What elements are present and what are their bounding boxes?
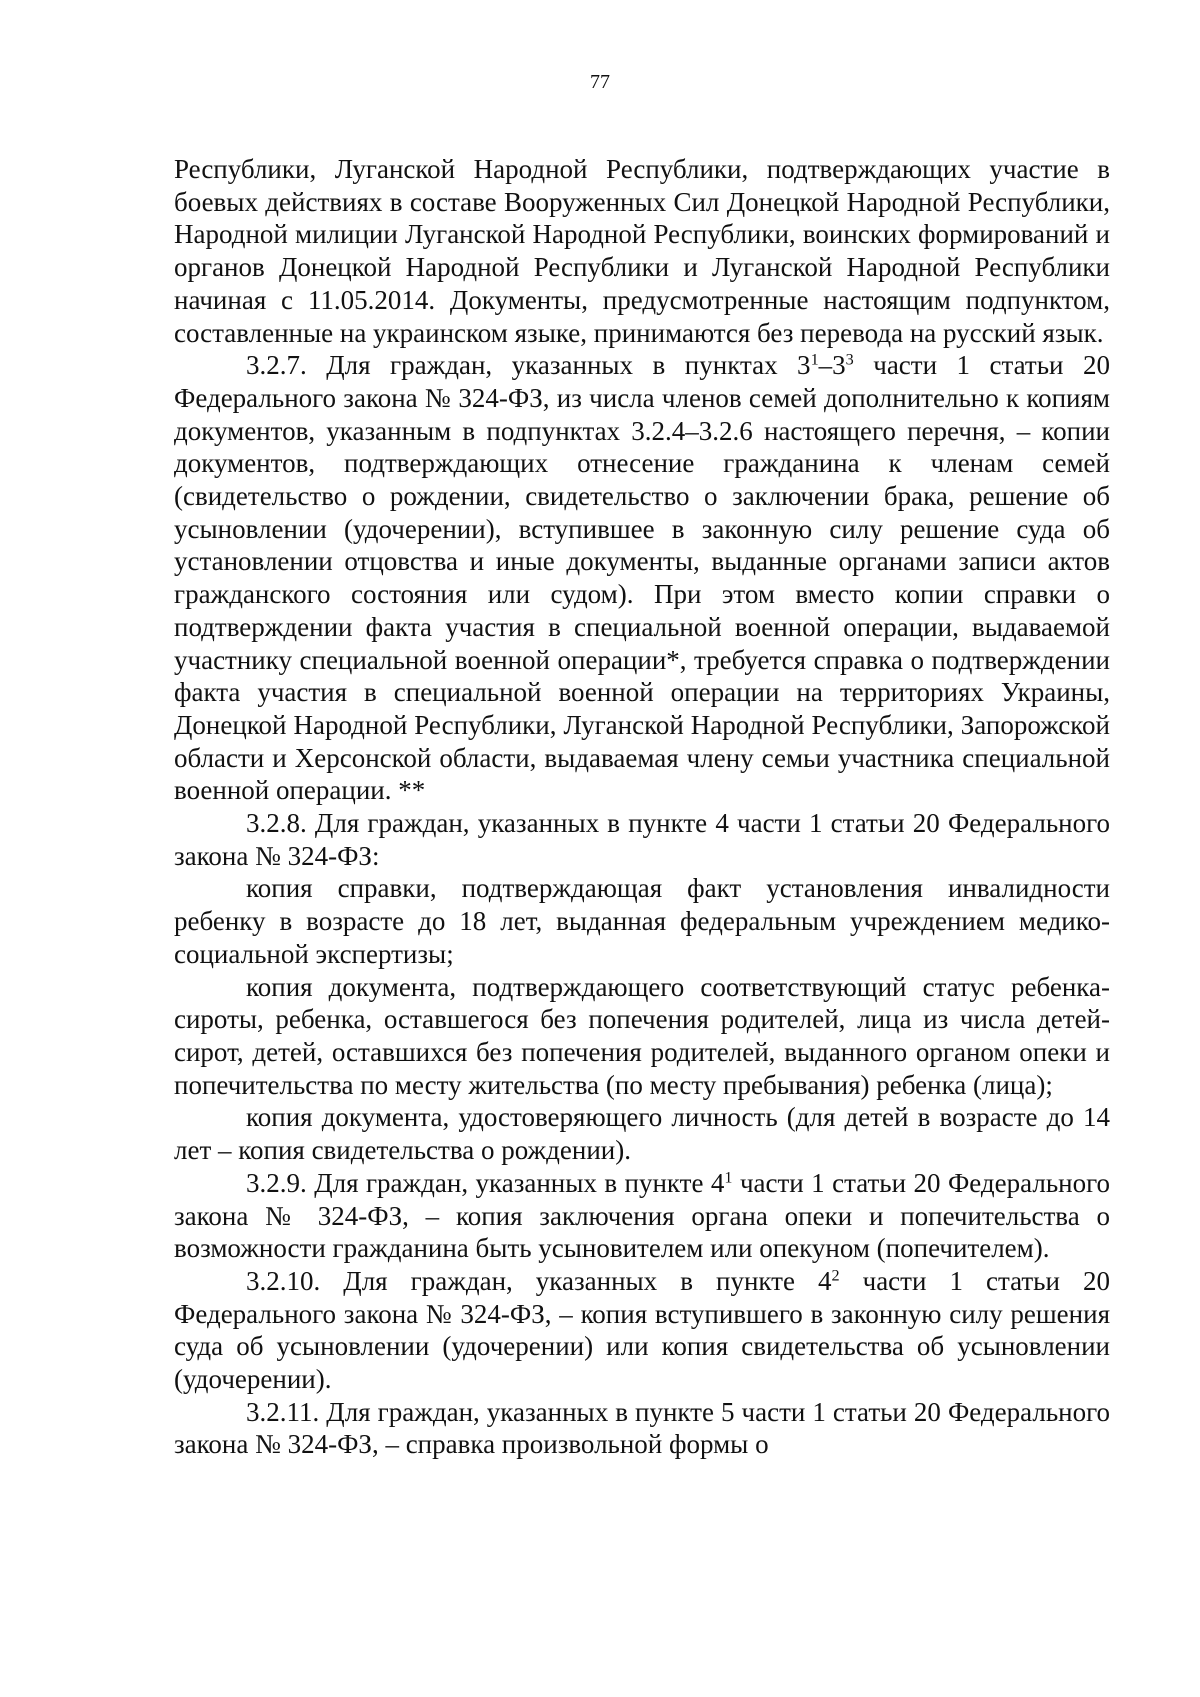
paragraph-item-3-2-8-identity	[174, 1101, 1110, 1166]
paragraph-text: копия справки, подтверждающая факт установления инвалидности ребенку в возрасте до 18 лет, выданная федеральным учреждением медико-социальной экспертизы;	[174, 873, 1110, 969]
paragraph-text: части 1 статьи 20 Федерального закона № 324-ФЗ, – копия вступившего в законную силу решения суда об усыновлении (удочерении) или копия свидетельства об усыновлении (удочерении).	[174, 1265, 1110, 1395]
paragraph-text: –3	[818, 350, 846, 381]
page-number: 77	[590, 71, 610, 93]
paragraph-text: копия документа, подтверждающего соответствующий статус ребенка-сироты, ребенка, оставшегося без попечения родителей, лица из числа детей-сирот, детей, оставшихся без попечения родителей, выданного органом опеки и попечительства по месту жительства (по месту пребывания) ребенка (лица);	[174, 971, 1110, 1100]
paragraph-item-3-2-11	[174, 1396, 1110, 1461]
paragraph-item-3-2-10	[174, 1265, 1110, 1396]
paragraph-item-3-2-8-orphan	[174, 971, 1110, 1102]
superscript-index: 3	[845, 350, 854, 369]
paragraph-text: 3.2.10. Для граждан, указанных в пункте 4	[246, 1265, 832, 1296]
superscript-index: 2	[831, 1266, 840, 1285]
paragraph-text: части 1 статьи 20 Федерального закона № 324-ФЗ, из числа членов семей дополнительно к копиям документов, указанным в подпунктах 3.2.4–3.2.6 настоящего перечня, – копии документов, подтверждающих отнесение гражданина к членам семей (свидетельство о рождении, свидетельство о заключении брака, решение об усыновлении (удочерении), вступившее в законную силу решение суда об установлении отцовства и иные документы, выданные органами записи актов гражданского состояния или судом). При этом вместо копии справки о подтверждении факта участия в специальной военной операции, выдаваемой участнику специальной военной операции*, требуется справка о подтверждении факта участия в специальной военной операции на территориях Украины, Донецкой Народной Республики, Луганской Народной Республики, Запорожской области и Херсонской области, выдаваемая члену семьи участника специальной военной операции. **	[174, 350, 1110, 806]
superscript-index: 1	[724, 1168, 733, 1187]
paragraph-text: части 1 статьи 20 Федерального закона № 324-ФЗ, – копия заключения органа опеки и попечительства о возможности гражданина быть усыновителем или опекуном (попечителем).	[174, 1167, 1110, 1264]
paragraph-item-3-2-7	[174, 349, 1110, 807]
superscript-index: 1	[810, 350, 819, 369]
paragraph-text: 3.2.8. Для граждан, указанных в пункте 4 части 1 статьи 20 Федерального закона № 324-ФЗ:	[174, 808, 1110, 871]
document-body	[174, 153, 1110, 1461]
paragraph-text: Республики, Луганской Народной Республики, подтверждающих участие в боевых действиях в составе Вооруженных Сил Донецкой Народной Республики, Народной милиции Луганской Народной Республики, воинских формирований и органов Донецкой Народной Республики и Луганской Народной Республики начиная с 11.05.2014. Документы, предусмотренные настоящим подпунктом, составленные на украинском языке, принимаются без перевода на русский язык.	[174, 154, 1110, 348]
paragraph-text: 3.2.11. Для граждан, указанных в пункте 5 части 1 статьи 20 Федерального закона № 324-ФЗ, – справка произвольной формы о	[174, 1396, 1110, 1460]
paragraph-continuation	[174, 153, 1110, 349]
paragraph-item-3-2-8-disability	[174, 872, 1110, 970]
paragraph-item-3-2-9	[174, 1167, 1110, 1265]
paragraph-item-3-2-8	[174, 807, 1110, 872]
paragraph-text: 3.2.9. Для граждан, указанных в пункте 4	[246, 1167, 725, 1198]
paragraph-text: 3.2.7. Для граждан, указанных в пунктах 3	[246, 350, 811, 381]
paragraph-text: копия документа, удостоверяющего личность (для детей в возрасте до 14 лет – копия свидетельства о рождении).	[174, 1102, 1110, 1166]
